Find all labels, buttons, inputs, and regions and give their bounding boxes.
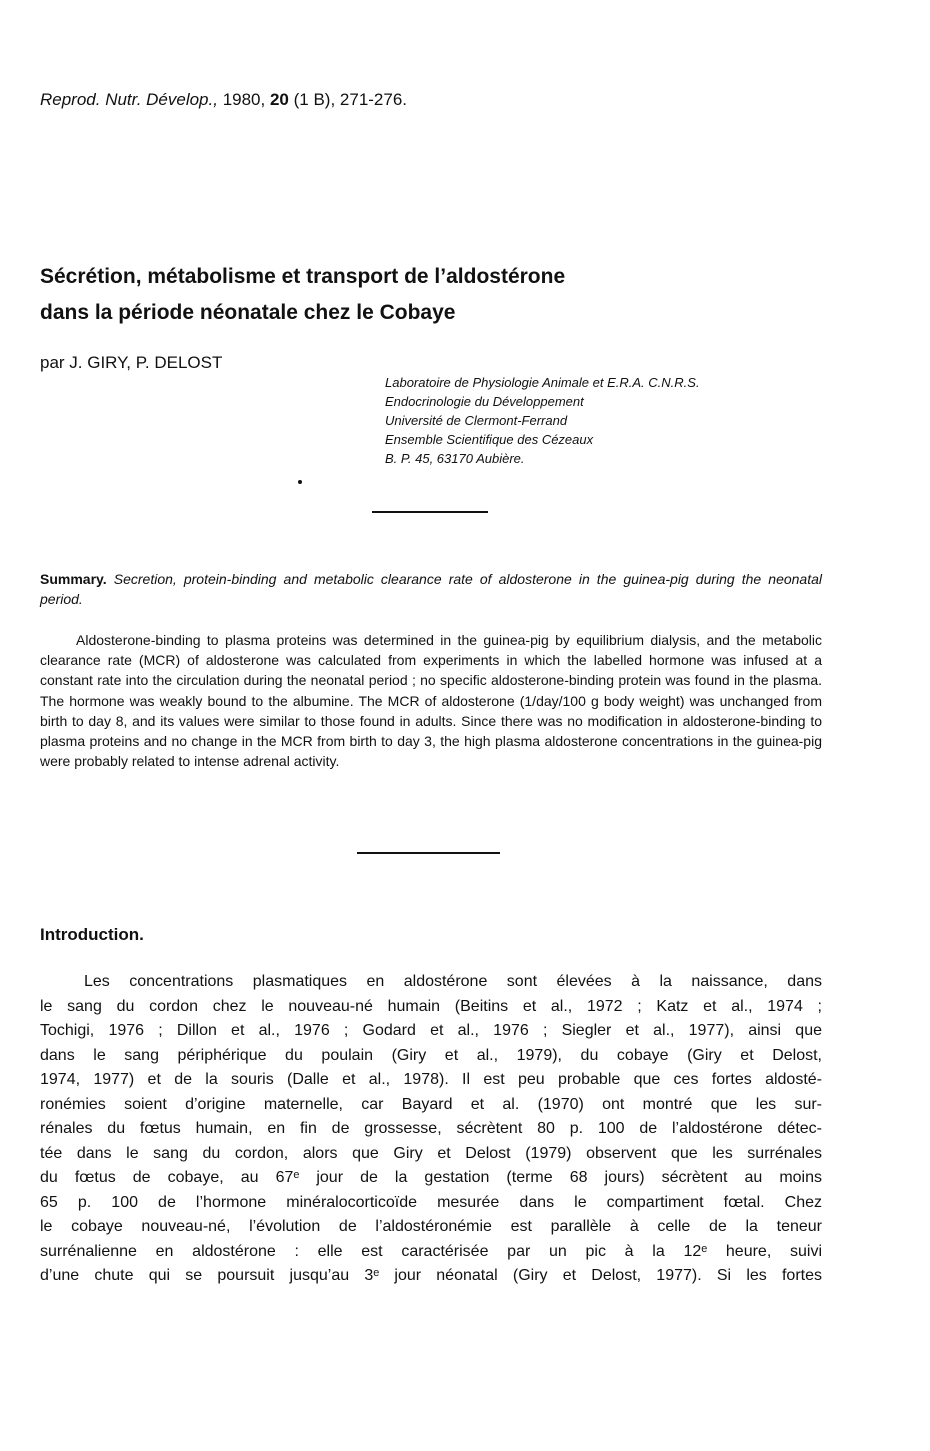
text-line: rénales du fœtus humain, en fin de grossesse, sécrètent 80 p. 100 de l’aldostérone détec- (40, 1120, 822, 1137)
introduction-text (40, 970, 822, 1289)
journal-issue-pages: (1 B), 271-276. (293, 90, 408, 109)
journal-citation (40, 89, 407, 111)
affiliation-block (385, 373, 700, 468)
stray-dot-mark (298, 480, 302, 484)
summary-english-title: Secretion, protein-binding and metabolic clearance rate of aldosterone in the guinea-pig during the neonatal period. (40, 571, 823, 607)
text-line: d’une chute qui se poursuit jusqu’au 3ᵉ jour néonatal (Giry et Delost, 1977). Si les fortes (40, 1267, 822, 1284)
text-line: du fœtus de cobaye, au 67ᵉ jour de la gestation (terme 68 jours) sécrètent au moins (40, 1169, 822, 1186)
author-line: par J. GIRY, P. DELOST (40, 353, 223, 372)
summary-label: Summary. (40, 571, 107, 587)
article-title (40, 259, 860, 331)
text-line: Tochigi, 1976 ; Dillon et al., 1976 ; Godard et al., 1976 ; Siegler et al., 1977), ainsi que (40, 1022, 822, 1039)
affiliation-line: Endocrinologie du Développement (385, 394, 584, 409)
title-line: dans la période néonatale chez le Cobaye (40, 301, 456, 324)
affiliation-line: Laboratoire de Physiologie Animale et E.R.A. C.N.R.S. (385, 375, 700, 390)
journal-volume: 20 (269, 90, 289, 109)
text-line: dans le sang périphérique du poulain (Giry et al., 1979), du cobaye (Giry et Delost, (40, 1046, 822, 1064)
separator-rule (372, 511, 488, 513)
affiliation-line: Université de Clermont-Ferrand (385, 413, 568, 428)
affiliation-line: Ensemble Scientifique des Cézeaux (385, 432, 594, 447)
text-line: tée dans le sang du cordon, alors que Giry et Delost (1979) observent que les surrénales (40, 1144, 822, 1162)
text-line: le cobaye nouveau-né, l’évolution de l’aldostéronémie est parallèle à celle de la teneur (40, 1218, 822, 1235)
separator-rule (357, 852, 500, 854)
text-line: surrénalienne en aldostérone : elle est caractérisée par un pic à la 12ᵉ heure, suivi (40, 1242, 822, 1260)
text-line: ronémies soient d’origine maternelle, car Bayard et al. (1970) ont montré que les sur- (40, 1095, 822, 1113)
journal-year: 1980, (222, 90, 266, 109)
section-heading: Introduction. (40, 925, 144, 944)
text-line: 65 p. 100 de l’hormone minéralocorticoïde mesurée dans le compartiment fœtal. Chez (40, 1193, 822, 1211)
affiliation-line: B. P. 45, 63170 Aubière. (385, 451, 525, 466)
text-line: 1974, 1977) et de la souris (Dalle et al., 1978). Il est peu probable que ces fortes aldosté- (40, 1071, 822, 1088)
journal-abbreviation: Reprod. Nutr. Dévelop., (40, 90, 218, 109)
text-line: le sang du cordon chez le nouveau-né humain (Beitins et al., 1972 ; Katz et al., 1974 ; (40, 997, 822, 1015)
title-line: Sécrétion, métabolisme et transport de l’aldostérone (40, 265, 566, 288)
text-line: Les concentrations plasmatiques en aldostérone sont élevées à la naissance, dans (84, 973, 822, 990)
summary-heading (40, 569, 822, 609)
abstract-body: Aldosterone-binding to plasma proteins was determined in the guinea-pig by equilibrium dialysis, and the metabolic clearance rate (MCR) of aldosterone was calculated from experiments in which the labelled hormone was infused at a constant rate into the circulation during the neonatal period ; no specific aldosterone-binding protein was found in the plasma. The hormone was weakly bound to the albumine. The MCR of aldosterone (1/day/100 g body weight) was unchanged from birth to day 8, and its values were similar to those found in adults. Since there was no modification in aldosterone-binding to plasma proteins and no change in the MCR from birth to day 3, the high plasma aldosterone concentrations in the guinea-pig were probably related to intense adrenal activity. (40, 632, 822, 770)
